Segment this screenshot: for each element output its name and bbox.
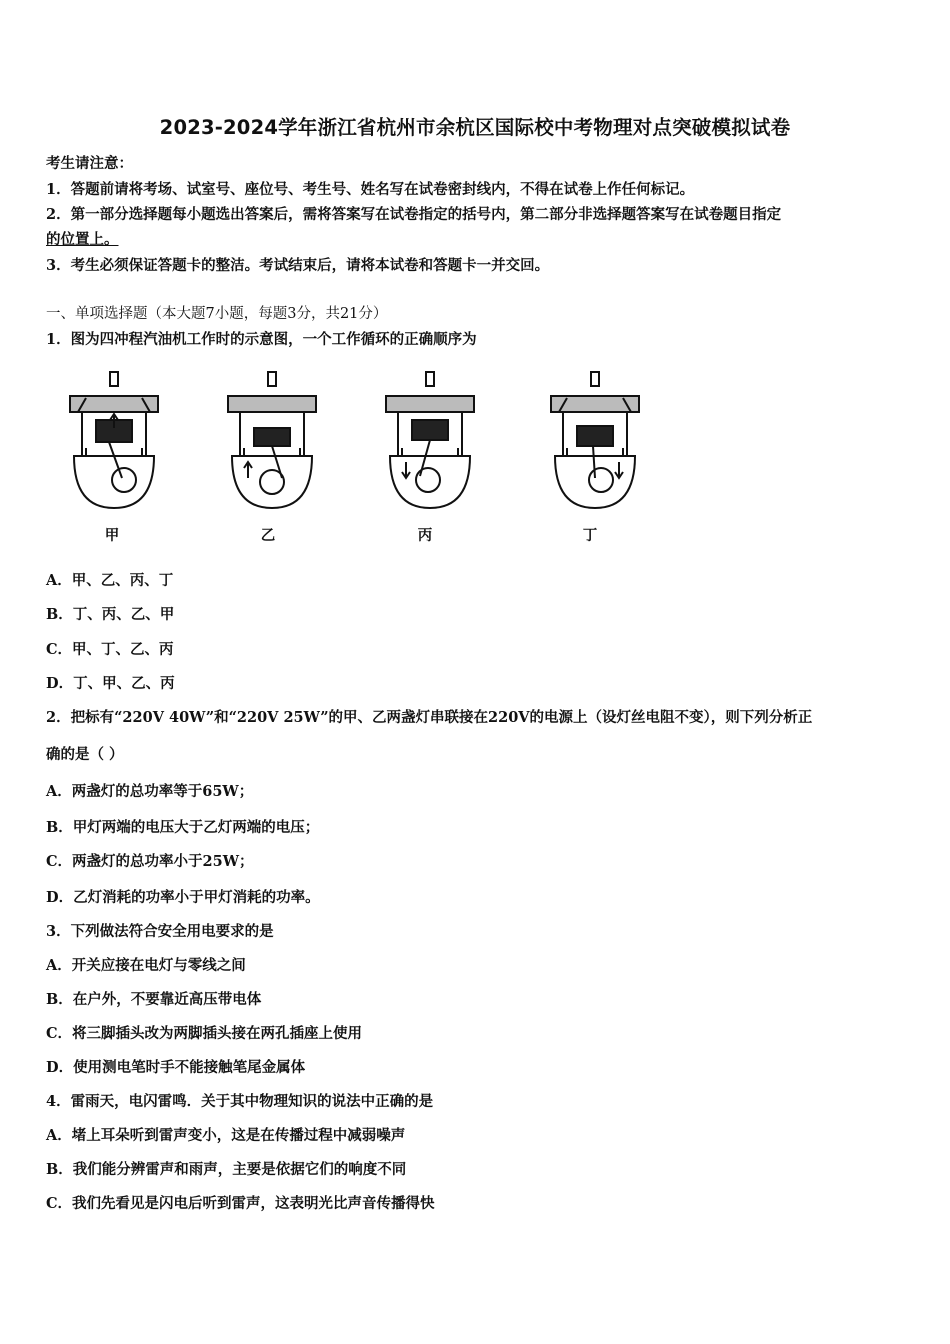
answer-option: C．将三脚插头改为两脚插头接在两孔插座上使用 — [46, 1025, 363, 1042]
answer-option: C．我们先看见是闪电后听到雷声，这表明光比声音传播得快 — [46, 1195, 435, 1212]
figure-caption: 甲 — [104, 527, 120, 544]
notice-item: 3．考生必须保证答题卡的整洁。考试结束后，请将本试卷和答题卡一并交回。 — [46, 257, 550, 274]
question-stem: 1．图为四冲程汽油机工作时的示意图，一个工作循环的正确顺序为 — [46, 331, 477, 348]
notice-heading: 考生请注意： — [46, 155, 133, 172]
answer-option: A．开关应接在电灯与零线之间 — [46, 957, 246, 974]
question-stem: 2．把标有“220V 40W”和“220V 25W”的甲、乙两盏灯串联接在220V的电源上（设灯丝电阻不变），则下列分析正 — [46, 709, 813, 726]
answer-option: C．两盏灯的总功率小于25W； — [46, 853, 254, 870]
answer-option: D．使用测电笔时手不能接触笔尾金属体 — [46, 1059, 306, 1076]
answer-option: D．丁、甲、乙、丙 — [46, 675, 175, 692]
answer-option: B．在户外，不要靠近高压带电体 — [46, 991, 262, 1008]
engine-diagram-ding — [545, 368, 645, 513]
question-stem: 确的是（ ） — [46, 746, 124, 763]
section-heading: 一、单项选择题（本大题7小题，每题3分，共21分） — [46, 306, 388, 322]
engine-diagram-jia — [64, 368, 164, 513]
page-title: 2023-2024学年浙江省杭州市余杭区国际校中考物理对点突破模拟试卷 — [159, 116, 791, 139]
answer-option: C．甲、丁、乙、丙 — [46, 641, 174, 658]
notice-item: 2．第一部分选择题每小题选出答案后，需将答案写在试卷指定的括号内，第二部分非选择题答案写在试卷题目指定 — [46, 206, 782, 223]
answer-option: A．堵上耳朵听到雷声变小，这是在传播过程中减弱噪声 — [46, 1127, 406, 1144]
answer-option: A．两盏灯的总功率等于65W； — [46, 783, 254, 800]
engine-diagram-bing — [380, 368, 480, 513]
figure-caption: 乙 — [260, 527, 276, 544]
notice-item: 的位置上。 — [46, 231, 119, 248]
question-stem: 4．雷雨天，电闪雷鸣．关于其中物理知识的说法中正确的是 — [46, 1093, 434, 1110]
answer-option: A．甲、乙、丙、丁 — [46, 572, 174, 589]
figure-caption: 丙 — [417, 527, 433, 544]
answer-option: B．我们能分辨雷声和雨声，主要是依据它们的响度不同 — [46, 1161, 407, 1178]
figure-caption: 丁 — [582, 527, 598, 544]
answer-option: D．乙灯消耗的功率小于甲灯消耗的功率。 — [46, 889, 320, 906]
answer-option: B．丁、丙、乙、甲 — [46, 606, 175, 623]
answer-option: B．甲灯两端的电压大于乙灯两端的电压； — [46, 819, 320, 836]
question-stem: 3．下列做法符合安全用电要求的是 — [46, 923, 274, 940]
notice-item: 1．答题前请将考场、试室号、座位号、考生号、姓名写在试卷密封线内，不得在试卷上作任何标记。 — [46, 181, 695, 198]
engine-diagram-yi — [222, 368, 322, 513]
